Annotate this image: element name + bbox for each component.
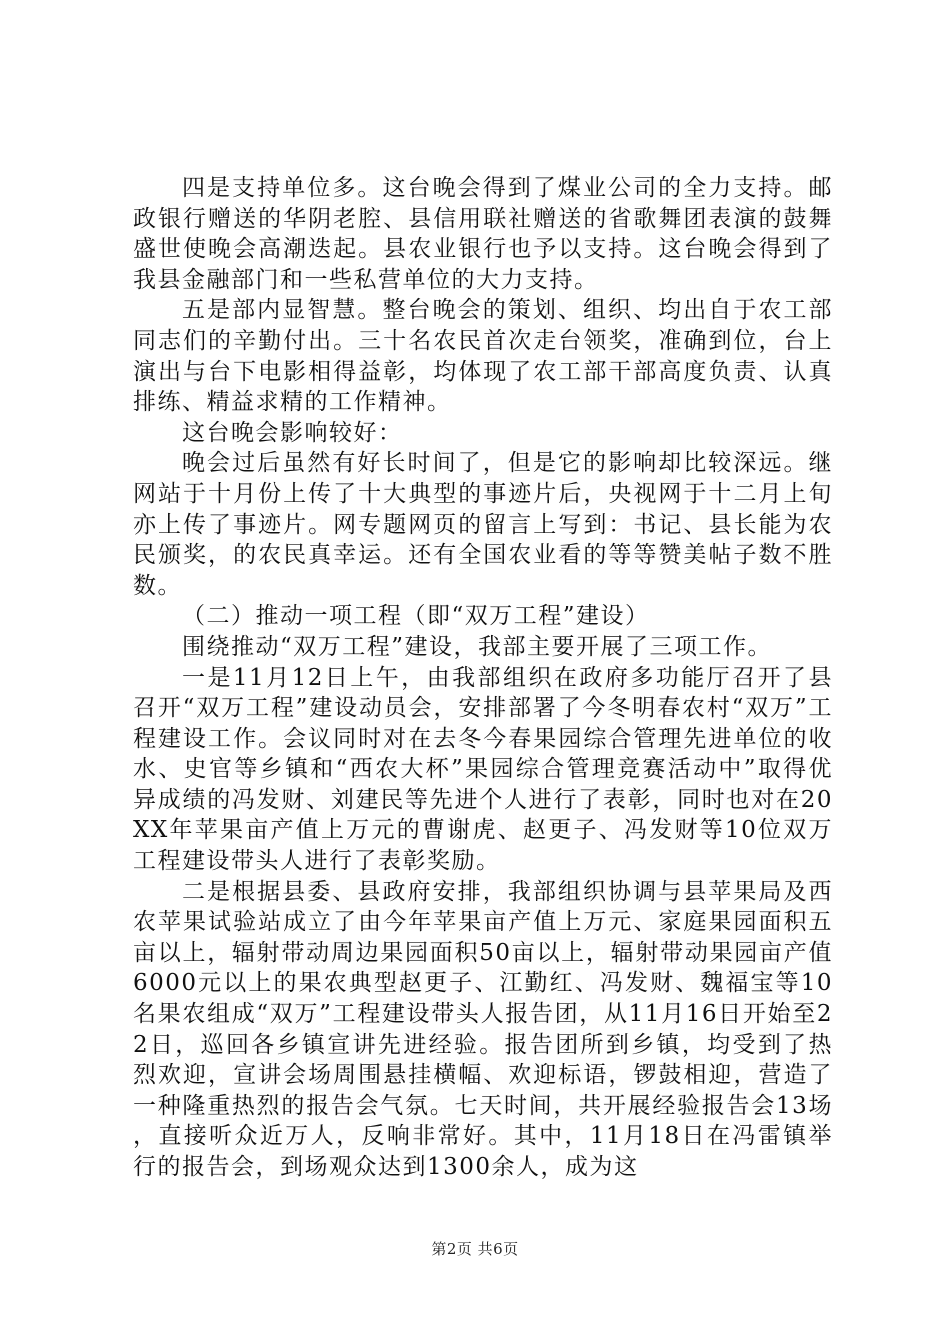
- paragraph-impact-intro: 这台晚会影响较好：: [182, 419, 403, 446]
- paragraph-impact-detail: 晚会过后虽然有好长时间了，但是它的影响却比较深远。继网站于十月份上传了十大典型的事迹片后，央视网于十二月上旬亦上传了事迹片。网专题网页的留言上写到：书记、县长能为农民颁奖，的农民真幸运。还有全国农业看的等等赞美帖子数不胜数。: [133, 450, 833, 599]
- section-heading-project: （二）推动一项工程（即“双万工程”建设）: [182, 603, 650, 630]
- page-footer: [0, 1240, 950, 1258]
- document-body: [133, 173, 833, 1183]
- paragraph-item-one: 一是11月12日上午，由我部组织在政府多功能厅召开了县召开“双万工程”建设动员会，安排部署了今冬明春农村“双万”工程建设工作。会议同时对在去冬今春果园综合管理先进单位的收水、史官等乡镇和“西农大杯”果园综合管理竞赛活动中”取得优异成绩的冯发财、刘建民等先进个人进行了表彰，同时也对在20XX年苹果亩产值上万元的曹谢虎、赵更子、冯发财等10位双万工程建设带头人进行了表彰奖励。: [133, 664, 833, 875]
- page-number-label: 第2页 共6页: [431, 1240, 519, 1258]
- paragraph-project-intro: 围绕推动“双万工程”建设，我部主要开展了三项工作。: [182, 633, 773, 660]
- paragraph-internal-wisdom: 五是部内显智慧。整台晚会的策划、组织、均出自于农工部同志们的辛勤付出。三十名农民首次走台领奖，准确到位，台上演出与台下电影相得益彰，均体现了农工部干部高度负责、认真排练、精益求精的工作精神。: [133, 297, 833, 416]
- paragraph-support-units: 四是支持单位多。这台晚会得到了煤业公司的全力支持。邮政银行赠送的华阴老腔、县信用联社赠送的省歌舞团表演的鼓舞盛世使晚会高潮迭起。县农业银行也予以支持。这台晚会得到了我县金融部门和一些私营单位的大力支持。: [133, 175, 833, 293]
- paragraph-item-two: 二是根据县委、县政府安排，我部组织协调与县苹果局及西农苹果试验站成立了由今年苹果亩产值上万元、家庭果园面积五亩以上，辐射带动周边果园面积50亩以上，辐射带动果园亩产值6000元以上的果农典型赵更子、江勤红、冯发财、魏福宝等10名果农组成“双万”工程建设带头人报告团，从11月16日开始至22日，巡回各乡镇宣讲先进经验。报告团所到乡镇，均受到了热烈欢迎，宣讲会场周围悬挂横幅、欢迎标语，锣鼓相迎，营造了一种隆重热烈的报告会气氛。七天时间，共开展经验报告会13场，直接听众近万人，反响非常好。其中，11月18日在冯雷镇举行的报告会，到场观众达到1300余人，成为这: [133, 878, 833, 1180]
